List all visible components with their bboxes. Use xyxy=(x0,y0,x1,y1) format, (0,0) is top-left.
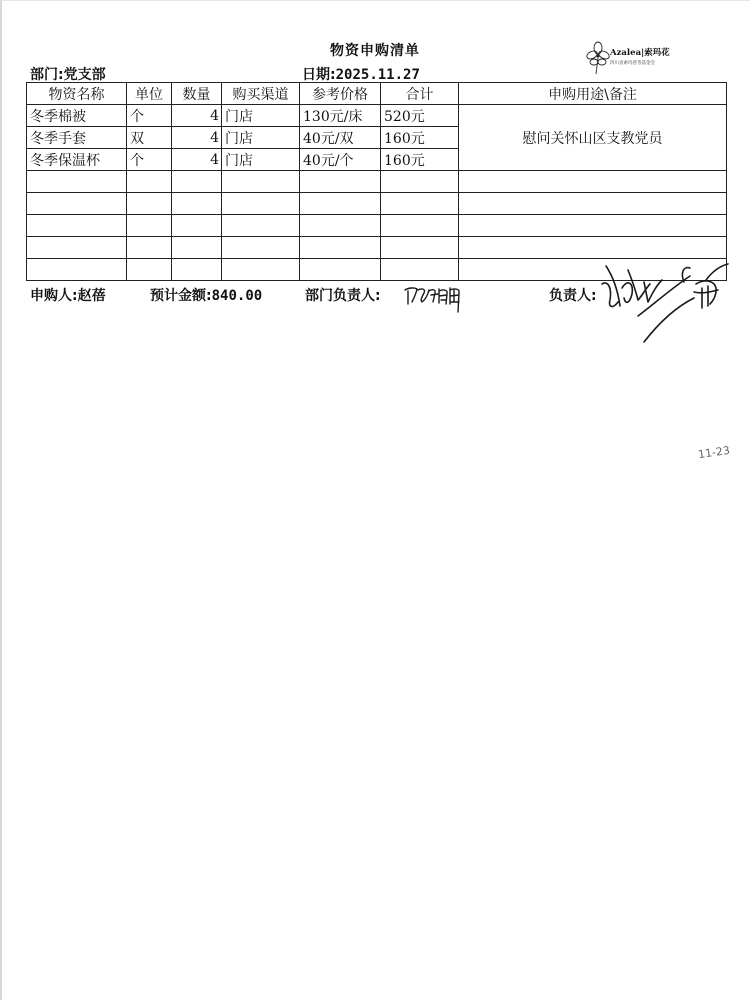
cell-channel xyxy=(222,215,300,237)
department-value: 党支部 xyxy=(63,67,106,83)
cell-purpose-empty xyxy=(459,215,727,237)
header-purpose: 申购用途\备注 xyxy=(459,83,727,105)
cell-item-name xyxy=(27,259,127,281)
department-line xyxy=(30,64,106,84)
table-row xyxy=(27,237,727,259)
header-item-name: 物资名称 xyxy=(27,83,127,105)
foundation-logo xyxy=(586,40,696,80)
cell-item-name: 冬季保温杯 xyxy=(27,149,127,171)
date-label: 日期: xyxy=(302,67,336,83)
table-row xyxy=(27,105,727,127)
cell-unit: 个 xyxy=(127,149,172,171)
responsible-signature xyxy=(598,258,734,348)
cell-ref-price xyxy=(300,259,381,281)
applicant-line xyxy=(30,285,106,305)
cell-quantity xyxy=(172,237,222,259)
cell-channel: 门店 xyxy=(222,127,300,149)
header-quantity: 数量 xyxy=(172,83,222,105)
cell-total: 160元 xyxy=(381,127,459,149)
table-row xyxy=(27,215,727,237)
cell-unit: 个 xyxy=(127,105,172,127)
cell-total xyxy=(381,237,459,259)
table-row xyxy=(27,193,727,215)
applicant-value: 赵蓓 xyxy=(77,288,106,304)
applicant-label: 申购人: xyxy=(30,288,78,304)
logo-subtitle: 四川省索玛慈善基金会 xyxy=(610,61,655,66)
cell-unit xyxy=(127,171,172,193)
date-line xyxy=(302,64,420,84)
dept-head-signature xyxy=(402,282,466,316)
handwritten-date-note: 11-23 xyxy=(697,443,731,462)
cell-item-name xyxy=(27,215,127,237)
purchase-table xyxy=(26,82,727,281)
header-ref-price: 参考价格 xyxy=(300,83,381,105)
cell-ref-price xyxy=(300,215,381,237)
cell-channel: 门店 xyxy=(222,149,300,171)
cell-channel xyxy=(222,237,300,259)
cell-channel: 门店 xyxy=(222,105,300,127)
cell-unit xyxy=(127,193,172,215)
cell-total: 520元 xyxy=(381,105,459,127)
cell-quantity xyxy=(172,193,222,215)
cell-total xyxy=(381,259,459,281)
responsible-label: 负责人: xyxy=(549,288,597,304)
responsible-line xyxy=(549,285,597,305)
flower-icon xyxy=(586,40,610,76)
cell-ref-price xyxy=(300,171,381,193)
estimate-value: 840.00 xyxy=(211,288,263,304)
dept-head-label: 部门负责人: xyxy=(305,288,381,304)
cell-channel xyxy=(222,259,300,281)
header-unit: 单位 xyxy=(127,83,172,105)
cell-quantity xyxy=(172,171,222,193)
table-header-row xyxy=(27,83,727,105)
cell-purpose: 慰问关怀山区支教党员 xyxy=(459,105,727,171)
cell-ref-price: 40元/双 xyxy=(300,127,381,149)
cell-quantity: 4 xyxy=(172,149,222,171)
logo-name: Azalea|索玛花 xyxy=(610,48,670,58)
cell-unit xyxy=(127,215,172,237)
estimate-line xyxy=(150,285,262,305)
cell-ref-price xyxy=(300,237,381,259)
cell-ref-price: 130元/床 xyxy=(300,105,381,127)
cell-channel xyxy=(222,171,300,193)
document-title: 物资申购清单 xyxy=(330,43,420,59)
table-row xyxy=(27,171,727,193)
cell-quantity: 4 xyxy=(172,105,222,127)
cell-total xyxy=(381,193,459,215)
cell-item-name xyxy=(27,171,127,193)
cell-purpose-empty xyxy=(459,193,727,215)
cell-ref-price xyxy=(300,193,381,215)
cell-quantity xyxy=(172,259,222,281)
cell-unit xyxy=(127,237,172,259)
cell-quantity: 4 xyxy=(172,127,222,149)
cell-purpose-empty xyxy=(459,237,727,259)
date-value: 2025.11.27 xyxy=(335,67,420,83)
cell-item-name: 冬季棉被 xyxy=(27,105,127,127)
cell-unit: 双 xyxy=(127,127,172,149)
estimate-label: 预计金额: xyxy=(150,288,212,304)
cell-total xyxy=(381,215,459,237)
cell-item-name xyxy=(27,193,127,215)
cell-quantity xyxy=(172,215,222,237)
cell-item-name: 冬季手套 xyxy=(27,127,127,149)
cell-ref-price: 40元/个 xyxy=(300,149,381,171)
dept-head-line xyxy=(305,285,381,305)
cell-unit xyxy=(127,259,172,281)
department-label: 部门: xyxy=(30,67,64,83)
cell-purpose-empty xyxy=(459,171,727,193)
header-channel: 购买渠道 xyxy=(222,83,300,105)
cell-total xyxy=(381,171,459,193)
cell-channel xyxy=(222,193,300,215)
cell-item-name xyxy=(27,237,127,259)
header-total: 合计 xyxy=(381,83,459,105)
cell-total: 160元 xyxy=(381,149,459,171)
